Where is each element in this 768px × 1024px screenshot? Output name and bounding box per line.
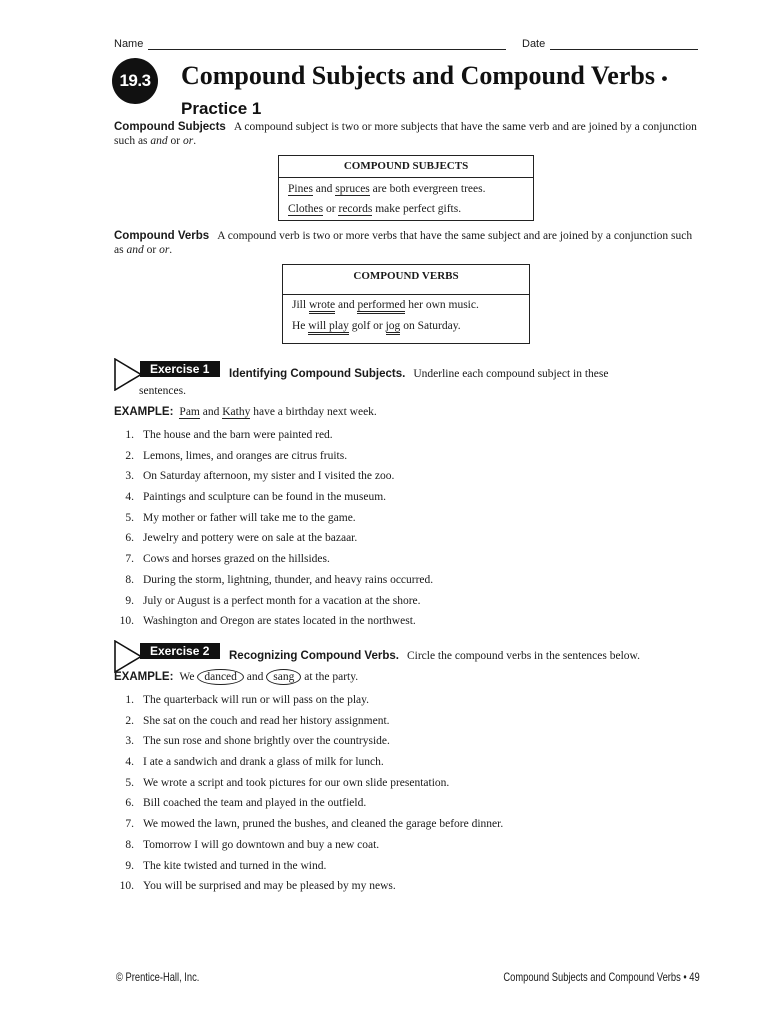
item-sentence[interactable]: The quarterback will run or will pass on the play. (143, 694, 369, 706)
compound-subjects-box (278, 155, 534, 221)
list-item (114, 731, 704, 752)
item-number: 7. (125, 818, 134, 831)
list-item (114, 528, 704, 549)
name-field-line[interactable] (148, 49, 506, 50)
footer-copyright: © Prentice-Hall, Inc. (116, 970, 200, 984)
compound-subjects-row-2: Clothes or records make perfect gifts. (288, 203, 462, 215)
list-item (114, 876, 704, 897)
item-number: 2. (125, 449, 134, 462)
item-number: 6. (125, 532, 134, 545)
item-sentence[interactable]: The house and the barn were painted red. (143, 429, 333, 441)
exercise-1-instruction: Identifying Compound Subjects. Underline each compound subject in these (229, 368, 609, 380)
item-sentence[interactable]: The kite twisted and turned in the wind. (143, 859, 327, 872)
exercise-2-list (114, 690, 704, 897)
compound-verbs-box (282, 264, 530, 344)
date-field-line[interactable] (550, 49, 698, 50)
item-sentence[interactable]: Washington and Oregon are states located in the northwest. (143, 615, 416, 628)
item-sentence[interactable]: You will be surprised and may be pleased by my news. (143, 880, 396, 893)
item-number: 4. (125, 756, 134, 769)
list-item (114, 773, 704, 794)
list-item (114, 508, 704, 529)
item-number: 3. (125, 735, 134, 748)
item-number: 7. (125, 553, 134, 566)
list-item (114, 446, 704, 467)
exercise-1-instruction-cont: sentences. (139, 385, 186, 397)
compound-subjects-row-1: Pines and spruces are both evergreen trees. (288, 183, 486, 195)
item-number: 8. (125, 573, 134, 586)
item-sentence[interactable]: We wrote a script and took pictures for our own slide presentation. (143, 776, 450, 789)
item-number: 1. (125, 429, 134, 441)
list-item (114, 835, 704, 856)
item-sentence[interactable]: We mowed the lawn, pruned the bushes, and cleaned the garage before dinner. (143, 818, 504, 831)
title-main: Compound Subjects and Compound Verbs (181, 61, 655, 90)
list-item (114, 425, 704, 446)
footer-page-info: Compound Subjects and Compound Verbs • 49 (503, 970, 700, 984)
item-number: 5. (125, 511, 134, 524)
list-item (114, 570, 704, 591)
item-sentence[interactable]: On Saturday afternoon, my sister and I visited the zoo. (143, 470, 395, 483)
item-number: 9. (125, 594, 134, 607)
header-row (114, 38, 698, 54)
list-item (114, 487, 704, 508)
exercise-2-tab (114, 640, 220, 673)
item-number: 5. (125, 776, 134, 789)
item-number: 10. (119, 615, 134, 628)
item-number: 3. (125, 470, 134, 483)
list-item (114, 466, 704, 487)
item-number: 9. (125, 859, 134, 872)
list-item (114, 549, 704, 570)
item-number: 10. (119, 880, 134, 893)
title-practice: • Practice 1 (181, 69, 668, 118)
exercise-2-label: Exercise 2 (140, 643, 220, 659)
section-badge: 19.3 (112, 58, 158, 104)
item-number: 4. (125, 491, 134, 504)
item-sentence[interactable]: My mother or father will take me to the game. (143, 511, 356, 524)
item-number: 8. (125, 838, 134, 851)
item-sentence[interactable]: July or August is a perfect month for a vacation at the shore. (143, 594, 421, 607)
exercise-2-instruction: Recognizing Compound Verbs. Circle the compound verbs in the sentences below. (229, 650, 640, 662)
compound-subjects-definition: Compound Subjects A compound subject is two or more subjects that have the same verb and are joined by a conjunction such as and or or. (114, 121, 697, 147)
compound-verbs-row-2: He will play golf or jog on Saturday. (283, 316, 529, 337)
page-title (181, 62, 701, 122)
item-sentence[interactable]: Lemons, limes, and oranges are citrus fruits. (143, 449, 348, 462)
item-number: 6. (125, 797, 134, 810)
exercise-1-example: EXAMPLE: Pam and Kathy have a birthday next week. (114, 406, 377, 418)
compound-subjects-box-title: COMPOUND SUBJECTS (279, 156, 533, 178)
name-label: Name (114, 38, 144, 50)
exercise-2-example: EXAMPLE: We danced and sang at the party. (114, 671, 359, 683)
list-item (114, 856, 704, 877)
item-sentence[interactable]: Paintings and sculpture can be found in the museum. (143, 491, 387, 504)
item-sentence[interactable]: Bill coached the team and played in the outfield. (143, 797, 367, 810)
item-sentence[interactable]: Jewelry and pottery were on sale at the bazaar. (143, 532, 358, 545)
list-item (114, 690, 704, 711)
exercise-1-label: Exercise 1 (140, 361, 220, 377)
item-number: 1. (125, 694, 134, 706)
item-number: 2. (125, 714, 134, 727)
item-sentence[interactable]: I ate a sandwich and drank a glass of milk for lunch. (143, 756, 384, 769)
compound-verbs-definition: Compound Verbs A compound verb is two or more verbs that have the same subject and are joined by a conjunction such as and or or. (114, 230, 693, 256)
list-item (114, 752, 704, 773)
item-sentence[interactable]: She sat on the couch and read her history assignment. (143, 714, 390, 727)
list-item (114, 611, 704, 632)
compound-verbs-term: Compound Verbs (114, 230, 210, 242)
date-label: Date (522, 38, 546, 50)
item-sentence[interactable]: Cows and horses grazed on the hillsides. (143, 553, 330, 566)
list-item (114, 814, 704, 835)
item-sentence[interactable]: The sun rose and shone brightly over the countryside. (143, 735, 390, 748)
compound-verbs-row-1: Jill wrote and performed her own music. (283, 295, 529, 316)
compound-verbs-box-title: COMPOUND VERBS (283, 265, 529, 295)
list-item (114, 711, 704, 732)
item-sentence[interactable]: Tomorrow I will go downtown and buy a new coat. (143, 838, 380, 851)
exercise-1-list (114, 425, 704, 632)
item-sentence[interactable]: During the storm, lightning, thunder, and heavy rains occurred. (143, 573, 434, 586)
list-item (114, 793, 704, 814)
compound-subjects-term: Compound Subjects (114, 121, 226, 133)
list-item (114, 591, 704, 612)
